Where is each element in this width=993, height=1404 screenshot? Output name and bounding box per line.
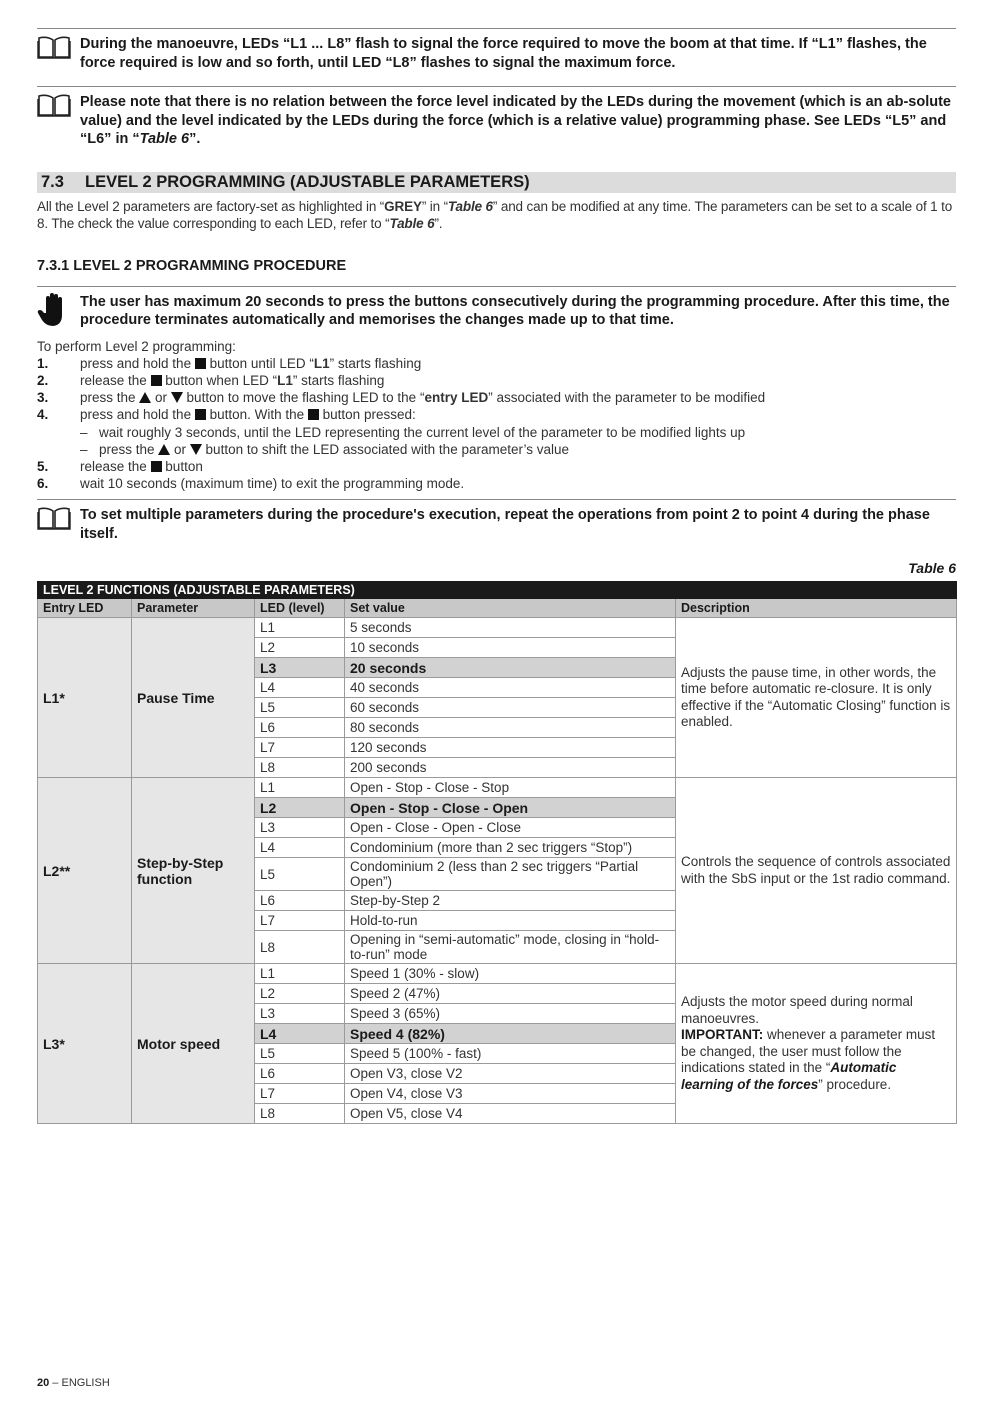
section-intro: All the Level 2 parameters are factory-set as highlighted in “GREY” in “Table 6” and can be modified at any time. The parameters can be set to a scale of 1 to 8. The check the value corresponding to each LED, refer to “Table 6”. <box>37 198 953 231</box>
header-parameter: Parameter <box>132 599 255 618</box>
page-number: 20 <box>37 1377 50 1389</box>
description-cell: Adjusts the pause time, in other words, the time before automatic re-closure. It is only effective if the “Automatic Closing” function is enabled. <box>676 618 957 778</box>
set-value-cell: 60 seconds <box>345 698 676 718</box>
led-level-cell: L6 <box>255 1064 345 1084</box>
header-description: Description <box>676 599 957 618</box>
section-title: LEVEL 2 PROGRAMMING (ADJUSTABLE PARAMETERS) <box>85 172 530 191</box>
table-row <box>38 964 957 984</box>
set-value-cell: Condominium 2 (less than 2 sec triggers “Partial Open”) <box>345 858 676 891</box>
warning-note <box>37 286 956 332</box>
set-value-cell: Step-by-Step 2 <box>345 891 676 911</box>
header-led-level: LED (level) <box>255 599 345 618</box>
led-level-cell: L5 <box>255 698 345 718</box>
set-value-cell: 80 seconds <box>345 718 676 738</box>
page-content <box>37 28 956 1124</box>
table-header-row <box>38 599 957 618</box>
set-value-cell: Hold-to-run <box>345 911 676 931</box>
led-level-cell: L2 <box>255 798 345 818</box>
stop-square-icon <box>195 409 206 420</box>
led-level-cell: L8 <box>255 1104 345 1124</box>
book-icon <box>37 93 77 149</box>
led-level-cell: L4 <box>255 1024 345 1044</box>
set-value-cell: 5 seconds <box>345 618 676 638</box>
parameter-cell: Step-by-Step function <box>132 778 255 964</box>
step-1: 1. press and hold the button until LED “L1” starts flashing <box>37 355 422 371</box>
up-arrow-icon <box>139 392 151 403</box>
table-caption: Table 6 <box>908 560 956 577</box>
set-value-cell: Speed 5 (100% - fast) <box>345 1044 676 1064</box>
led-level-cell: L3 <box>255 658 345 678</box>
set-value-cell: Open - Stop - Close - Stop <box>345 778 676 798</box>
led-level-cell: L1 <box>255 618 345 638</box>
set-value-cell: Speed 2 (47%) <box>345 984 676 1004</box>
set-value-cell: Open - Close - Open - Close <box>345 818 676 838</box>
led-level-cell: L6 <box>255 718 345 738</box>
book-icon <box>37 506 77 543</box>
note-multiple-params <box>37 499 956 543</box>
set-value-cell: Opening in “semi-automatic” mode, closing in “hold-to-run” mode <box>345 931 676 964</box>
stop-square-icon <box>195 358 206 369</box>
step-6: 6. wait 10 seconds (maximum time) to exit the programming mode. <box>37 476 465 492</box>
header-set-value: Set value <box>345 599 676 618</box>
led-level-cell: L4 <box>255 678 345 698</box>
step-2: 2. release the button when LED “L1” starts flashing <box>37 372 385 388</box>
table-row <box>38 778 957 798</box>
step-5: 5. release the button <box>37 458 203 474</box>
set-value-cell: Speed 3 (65%) <box>345 1004 676 1024</box>
note-text: Please note that there is no relation between the force level indicated by the LEDs during the movement (which is an ab-solute value) and the level indicated by the LEDs during the force (which is a relative value) programming phase. See LEDs “L5” and “L6” in “Table 6”. <box>80 94 951 147</box>
entry-led-cell: L3* <box>38 964 132 1124</box>
table-title: LEVEL 2 FUNCTIONS (ADJUSTABLE PARAMETERS) <box>38 582 957 599</box>
section-number: 7.3 <box>41 172 64 191</box>
set-value-cell: Open - Stop - Close - Open <box>345 798 676 818</box>
down-arrow-icon <box>190 444 202 455</box>
step-3: 3. press the or button to move the flashing LED to the “entry LED” associated with the parameter to be modified <box>37 390 766 406</box>
led-level-cell: L7 <box>255 1084 345 1104</box>
led-level-cell: L5 <box>255 1044 345 1064</box>
set-value-cell: Open V4, close V3 <box>345 1084 676 1104</box>
procedure-intro: To perform Level 2 programming: <box>37 338 236 354</box>
note-text: To set multiple parameters during the procedure's execution, repeat the operations from point 2 to point 4 during the phase itself. <box>80 507 930 542</box>
page-footer <box>37 1377 110 1389</box>
set-value-cell: 120 seconds <box>345 738 676 758</box>
stop-square-icon <box>308 409 319 420</box>
led-level-cell: L8 <box>255 758 345 778</box>
set-value-cell: Open V5, close V4 <box>345 1104 676 1124</box>
note-force-leds <box>37 28 956 72</box>
step-4: 4. press and hold the button. With the button pressed: <box>37 407 416 423</box>
parameter-cell: Motor speed <box>132 964 255 1124</box>
step-4-sub-1: – wait roughly 3 seconds, until the LED representing the current level of the parameter to be modified lights up <box>80 424 746 440</box>
entry-led-cell: L2** <box>38 778 132 964</box>
led-level-cell: L3 <box>255 818 345 838</box>
led-level-cell: L5 <box>255 858 345 891</box>
set-value-cell: Condominium (more than 2 sec triggers “Stop”) <box>345 838 676 858</box>
stop-square-icon <box>151 375 162 386</box>
led-level-cell: L3 <box>255 1004 345 1024</box>
note-force-relation <box>37 86 956 149</box>
set-value-cell: Speed 1 (30% - slow) <box>345 964 676 984</box>
stop-square-icon <box>151 461 162 472</box>
level2-functions-table <box>37 581 957 1124</box>
subsection-heading: 7.3.1 LEVEL 2 PROGRAMMING PROCEDURE <box>37 257 347 274</box>
set-value-cell: Open V3, close V2 <box>345 1064 676 1084</box>
parameter-cell: Pause Time <box>132 618 255 778</box>
led-level-cell: L2 <box>255 638 345 658</box>
step-4-sub-2: – press the or button to shift the LED associated with the parameter’s value <box>80 441 570 457</box>
up-arrow-icon <box>158 444 170 455</box>
table-row <box>38 618 957 638</box>
book-icon <box>37 35 77 72</box>
set-value-cell: 20 seconds <box>345 658 676 678</box>
hand-icon <box>37 293 77 332</box>
entry-led-cell: L1* <box>38 618 132 778</box>
led-level-cell: L1 <box>255 778 345 798</box>
led-level-cell: L2 <box>255 984 345 1004</box>
set-value-cell: 200 seconds <box>345 758 676 778</box>
led-level-cell: L4 <box>255 838 345 858</box>
description-cell: Controls the sequence of controls associated with the SbS input or the 1st radio command. <box>676 778 957 964</box>
led-level-cell: L8 <box>255 931 345 964</box>
set-value-cell: Speed 4 (82%) <box>345 1024 676 1044</box>
set-value-cell: 10 seconds <box>345 638 676 658</box>
set-value-cell: 40 seconds <box>345 678 676 698</box>
table-title-row <box>38 582 957 599</box>
led-level-cell: L7 <box>255 911 345 931</box>
header-entry-led: Entry LED <box>38 599 132 618</box>
description-cell: Adjusts the motor speed during normal manoeuvres. IMPORTANT: whenever a parameter must be changed, the user must follow the indications stated in the “Automatic learning of the forces” procedure. <box>676 964 957 1124</box>
procedure-steps <box>37 338 956 493</box>
down-arrow-icon <box>171 392 183 403</box>
led-level-cell: L1 <box>255 964 345 984</box>
led-level-cell: L7 <box>255 738 345 758</box>
footer-language: – ENGLISH <box>49 1377 110 1389</box>
warning-text: The user has maximum 20 seconds to press the buttons consecutively during the programming procedure. After this time, the procedure terminates automatically and memorises the changes made up to that time. <box>80 293 950 328</box>
note-text: During the manoeuvre, LEDs “L1 ... L8” flash to signal the force required to move the boom at that time. If “L1” flashes, the force required is low and so forth, until LED “L8” flashes to signal the maximum force. <box>80 36 927 71</box>
led-level-cell: L6 <box>255 891 345 911</box>
section-heading <box>37 172 956 193</box>
